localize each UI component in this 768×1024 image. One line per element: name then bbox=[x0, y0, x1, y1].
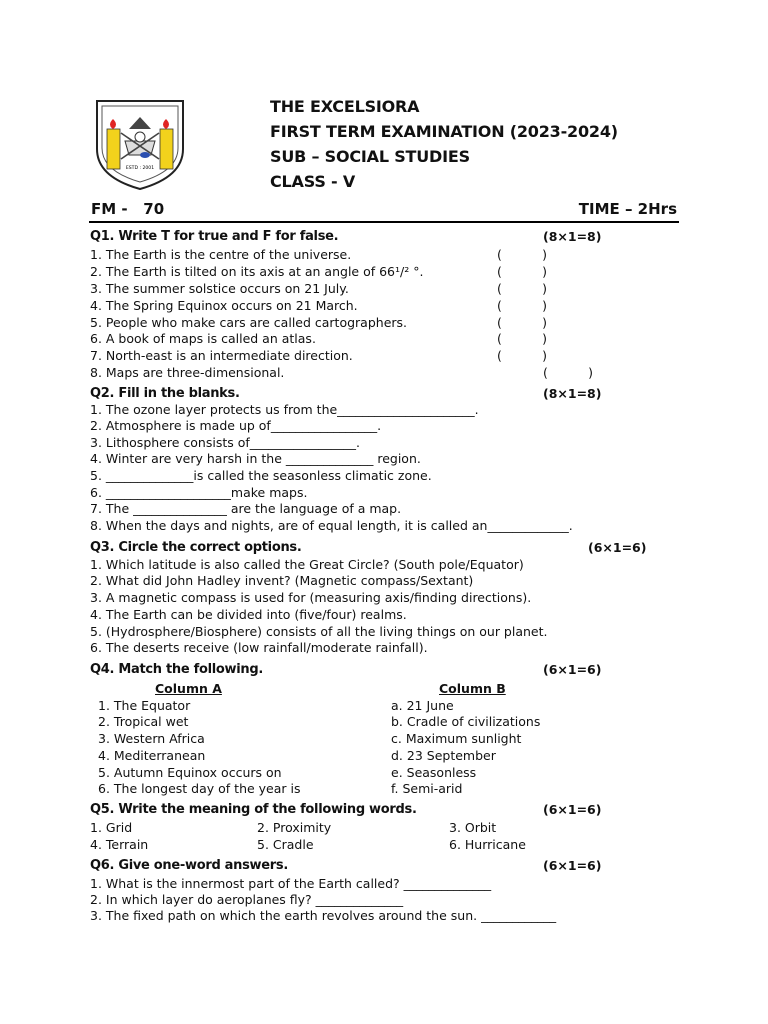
q5-word: 4. Terrain bbox=[90, 837, 149, 852]
q1-item: 4. The Spring Equinox occurs on 21 March. bbox=[90, 298, 358, 313]
q6-marks: (6×1=6) bbox=[543, 858, 602, 873]
school-crest-logo bbox=[93, 97, 187, 192]
column-a-item: 6. The longest day of the year is bbox=[98, 781, 301, 796]
q3-item: 3. A magnetic compass is used for (measuring axis/finding directions). bbox=[90, 590, 532, 605]
q2-item: 4. Winter are very harsh in the ______________ region. bbox=[90, 451, 421, 466]
answer-brackets: ( ) bbox=[497, 264, 547, 279]
q2-item: 5. ______________is called the seasonless climatic zone. bbox=[90, 468, 432, 483]
q1-item: 8. Maps are three-dimensional. bbox=[90, 365, 285, 380]
column-a-heading: Column A bbox=[155, 681, 222, 696]
answer-brackets: ( ) bbox=[497, 281, 547, 296]
q2-item: 8. When the days and nights, are of equal length, it is called an_____________. bbox=[90, 518, 573, 533]
time-allowed: TIME – 2Hrs bbox=[578, 200, 677, 218]
column-b-item: a. 21 June bbox=[391, 698, 454, 713]
column-b-item: b. Cradle of civilizations bbox=[391, 714, 541, 729]
column-a-item: 3. Western Africa bbox=[98, 731, 205, 746]
q3-item: 6. The deserts receive (low rainfall/moderate rainfall). bbox=[90, 640, 428, 655]
column-b-item: c. Maximum sunlight bbox=[391, 731, 522, 746]
class-title: CLASS - V bbox=[270, 172, 356, 191]
answer-brackets: ( ) bbox=[497, 247, 547, 262]
q2-item: 3. Lithosphere consists of_________________. bbox=[90, 435, 360, 450]
q1-item: 7. North-east is an intermediate direction. bbox=[90, 348, 353, 363]
answer-brackets: ( ) bbox=[497, 315, 547, 330]
column-a-item: 1. The Equator bbox=[98, 698, 191, 713]
school-name: THE EXCELSIORA bbox=[270, 97, 420, 116]
q1-item: 1. The Earth is the centre of the universe. bbox=[90, 247, 352, 262]
full-marks: FM - 70 bbox=[91, 200, 165, 218]
q5-word: 5. Cradle bbox=[257, 837, 314, 852]
q1-title: Q1. Write T for true and F for false. bbox=[90, 229, 339, 244]
q1-item: 2. The Earth is tilted on its axis at an angle of 66¹/² °. bbox=[90, 264, 424, 279]
column-b-heading: Column B bbox=[439, 681, 506, 696]
q3-item: 1. Which latitude is also called the Great Circle? (South pole/Equator) bbox=[90, 557, 524, 572]
q5-word: 2. Proximity bbox=[257, 820, 332, 835]
q3-item: 5. (Hydrosphere/Biosphere) consists of all the living things on our planet. bbox=[90, 624, 548, 639]
svg-text:ESTD : 2001: ESTD : 2001 bbox=[125, 166, 155, 171]
q3-item: 4. The Earth can be divided into (five/four) realms. bbox=[90, 607, 407, 622]
q5-word: 1. Grid bbox=[90, 820, 133, 835]
q2-item: 1. The ozone layer protects us from the______________________. bbox=[90, 402, 479, 417]
q6-item: 1. What is the innermost part of the Earth called? ______________ bbox=[90, 876, 492, 891]
column-a-item: 5. Autumn Equinox occurs on bbox=[98, 765, 282, 780]
q6-item: 2. In which layer do aeroplanes fly? ______________ bbox=[90, 892, 404, 907]
q6-title: Q6. Give one-word answers. bbox=[90, 858, 288, 873]
column-a-item: 4. Mediterranean bbox=[98, 748, 206, 763]
q5-word: 6. Hurricane bbox=[449, 837, 526, 852]
q5-title: Q5. Write the meaning of the following words. bbox=[90, 802, 417, 817]
column-b-item: d. 23 September bbox=[391, 748, 496, 763]
q2-item: 6. ____________________make maps. bbox=[90, 485, 308, 500]
column-b-item: f. Semi-arid bbox=[391, 781, 463, 796]
q1-item: 6. A book of maps is called an atlas. bbox=[90, 331, 316, 346]
q1-marks: (8×1=8) bbox=[543, 229, 602, 244]
q5-marks: (6×1=6) bbox=[543, 802, 602, 817]
column-a-item: 2. Tropical wet bbox=[98, 714, 189, 729]
answer-brackets: ( ) bbox=[497, 348, 547, 363]
header-divider bbox=[89, 221, 679, 223]
q4-marks: (6×1=6) bbox=[543, 662, 602, 677]
subject-title: SUB – SOCIAL STUDIES bbox=[270, 147, 470, 166]
answer-brackets: ( ) bbox=[497, 298, 547, 313]
exam-title: FIRST TERM EXAMINATION (2023-2024) bbox=[270, 122, 618, 141]
answer-brackets: ( ) bbox=[497, 331, 547, 346]
column-b-item: e. Seasonless bbox=[391, 765, 477, 780]
q3-title: Q3. Circle the correct options. bbox=[90, 540, 302, 555]
q4-title: Q4. Match the following. bbox=[90, 662, 263, 677]
q1-item: 3. The summer solstice occurs on 21 July. bbox=[90, 281, 349, 296]
q2-item: 2. Atmosphere is made up of_________________. bbox=[90, 418, 382, 433]
q2-marks: (8×1=8) bbox=[543, 386, 602, 401]
q2-item: 7. The _______________ are the language of a map. bbox=[90, 501, 402, 516]
q3-item: 2. What did John Hadley invent? (Magnetic compass/Sextant) bbox=[90, 573, 474, 588]
q6-item: 3. The fixed path on which the earth revolves around the sun. ____________ bbox=[90, 908, 557, 923]
q3-marks: (6×1=6) bbox=[588, 540, 647, 555]
q1-item: 5. People who make cars are called cartographers. bbox=[90, 315, 408, 330]
answer-brackets: ( ) bbox=[543, 365, 593, 380]
q2-title: Q2. Fill in the blanks. bbox=[90, 386, 240, 401]
q5-word: 3. Orbit bbox=[449, 820, 497, 835]
